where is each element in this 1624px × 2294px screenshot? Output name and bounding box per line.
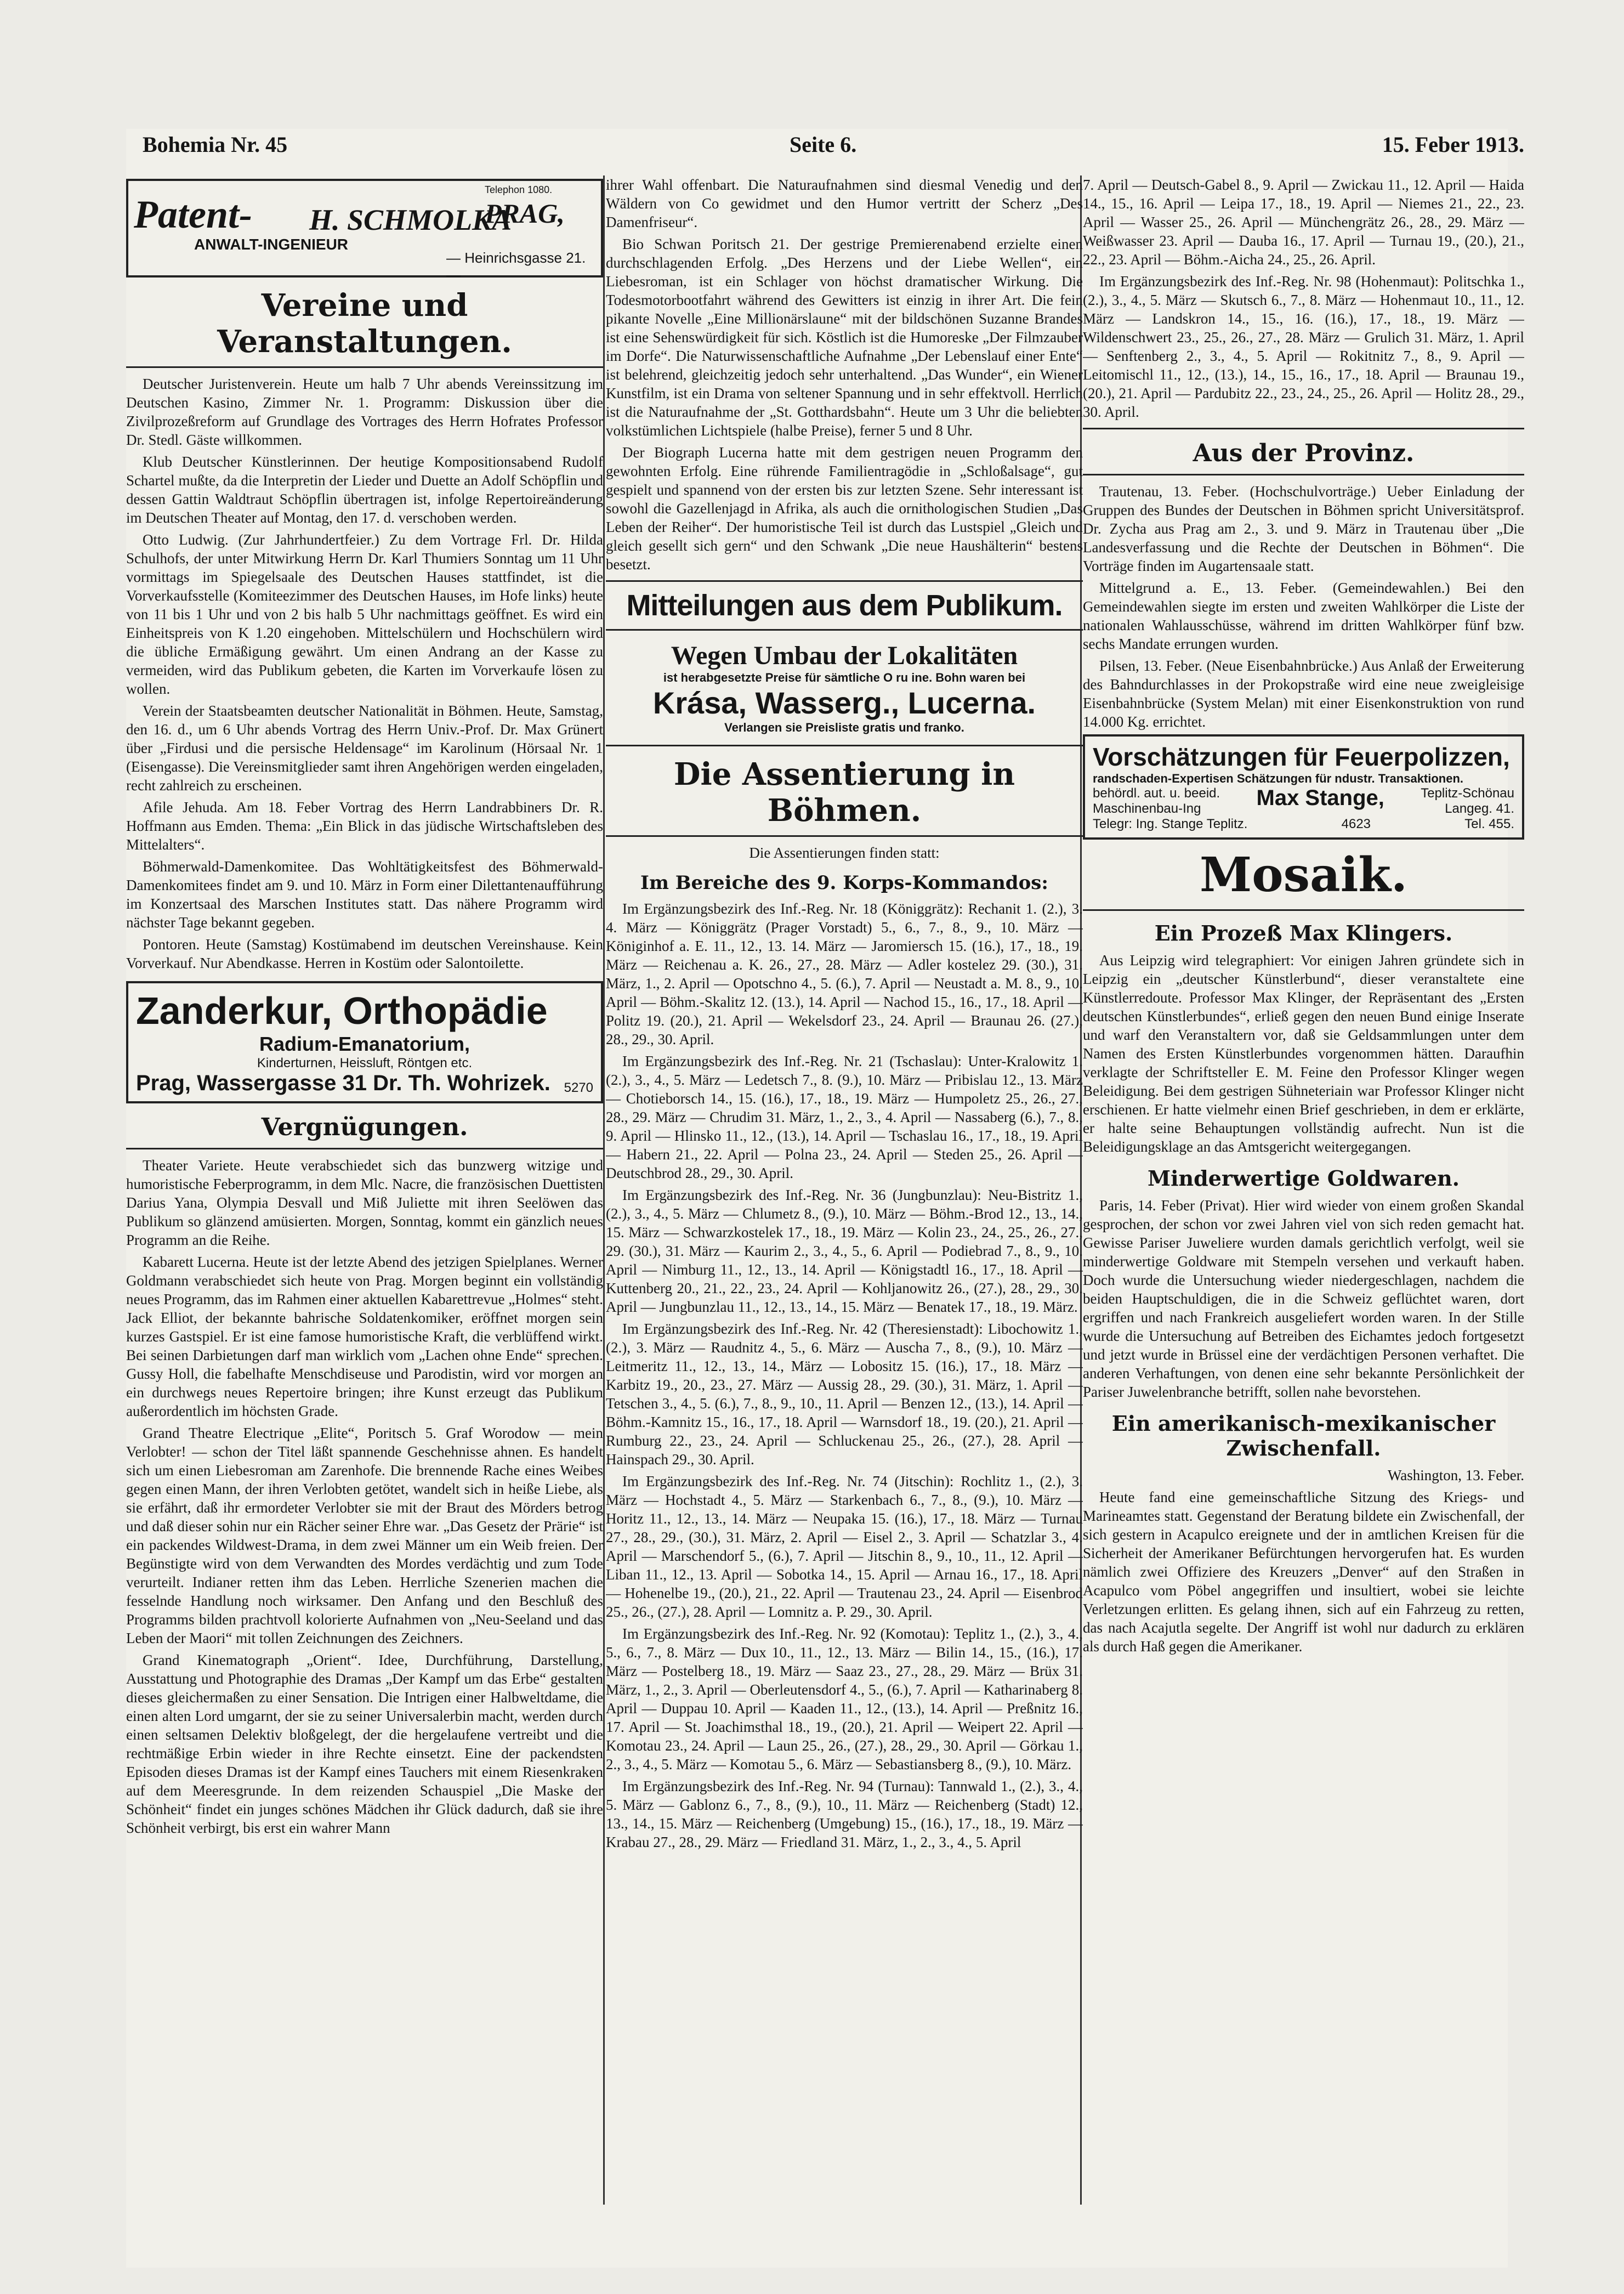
article: Mittelgrund a. E., 13. Feber. (Gemeindewahlen.) Bei den Gemeindewahlen siegte im ersten und zweiten Wahlkörper die Liste der nationalen Wahlausschüsse, während im dritten Wahlkörper fünf bzw. sechs Mandate errungen wurden. <box>1083 580 1524 652</box>
column-rule <box>603 175 605 2205</box>
divider <box>606 835 1083 837</box>
section-heading: Aus der Provinz. <box>1193 439 1415 467</box>
article: Im Ergänzungsbezirk des Inf.-Reg. Nr. 74 (Jitschin): Rochlitz 1., (2.), 3. März — Hochstadt 4., 5. März — Starkenbach 6., 7., 8., (9.), 10. März — Horitz 11., 12., 13., 14. März — Neupaka 15. (16.), 17., 18. März — Turnau 27., 28., 29., (30.), 31. März, 2. April — Eisel 2., 3. April — Schatzlar 3., 4. April — Marschendorf 5., (6.), 7. April — Jitschin 8., 9., 10., 11., 12. April — Liban 11., 12., 13. April — Sobotka 14., 15. April — Arnau 16., 17., 18. April — Hohenelbe 19., (20.), 21., 22. April — Trautenau 23., 24. April — Eisenbrod 25., 26., (27.), 28. April — Lomnitz a. P. 29., 30. April. <box>606 1473 1083 1620</box>
section-heading: Vergnügungen. <box>261 1113 468 1141</box>
ad-stange <box>1083 734 1524 840</box>
ad-stange-left2: Maschinenbau-Ing <box>1093 801 1201 816</box>
ad-stange-left1: behördl. aut. u. beeid. <box>1093 786 1220 801</box>
column-3 <box>1083 175 1524 2232</box>
ad-zander-addr: Prag, Wassergasse 31 Dr. Th. Wohrizek. <box>136 1071 550 1095</box>
article: Böhmerwald-Damenkomitee. Das Wohltätigkeitsfest des Böhmerwald-Damenkomitees findet am 9. und 10. März in Form einer Dilettantenaufführung im Konzertsaal des Marschen Institutes statt. Das nähere Programm wird nächster Tage bekannt gegeben. <box>126 858 603 931</box>
ad-zanderkur <box>126 981 603 1103</box>
article: Im Ergänzungsbezirk des Inf.-Reg. Nr. 98 (Hohenmaut): Politschka 1., (2.), 3., 4., 5. März — Skutsch 6., 7., 8. März — Hohenmaut 10., 11., 12. März — Landskron 14., 15., 16. (16.), 17., 18., 19. März — Wildenschwert 23., 25., 26., 27., 28. März — Grulich 31. März, 1. April — Senftenberg 2., 3., 4., 5. April — Rokitnitz 7., 8., 9. April — Leitomischl 11., 12., (13.), 14., 15., 16., 17., 18. April — Braunau 19., (20.), 21. April — Pardubitz 22., 23., 24., 25., 26. April — Holitz 28., 29., 30. April. <box>1083 273 1524 420</box>
ad-krasa-name: Krása, Wasserg., Lucerna. <box>652 686 1036 720</box>
article: ihrer Wahl offenbart. Die Naturaufnahmen sind diesmal Venedig und den Wäldern von Co gewidmet und den Humor vertritt der Scherz „Des Damenfriseur“. <box>606 177 1083 230</box>
ad-zander-sub: Radium-Emanatorium, <box>259 1033 470 1055</box>
article: Kabarett Lucerna. Heute ist der letzte Abend des jetzigen Spielplanes. Werner Goldmann verabschiedet sich heute von Prag. Morgen beginnt ein vollständig neues Programm, das im Rahmen einer aktuellen Kabarettrevue „Holmes“ steht. Jack Elliot, der bekannte bahrische Soldatenkomiker, eröffnet morgen sein kurzes Gastspiel. Er ist eine famose humoristische Kraft, die verblüffend wirkt. Bei seinen Darbietungen darf man wirklich vom „Lachen ohne Ende“ sprechen. Gussy Holl, die fabelhafte Menschdiseuse und Parodistin, wird vor morgen an ein durchwegs neues Repertoire bringen; ihre Kunst erzeugt das Publikum außerordentlich im höchsten Grade. <box>126 1254 603 1419</box>
article-heading: Ein Prozeß Max Klingers. <box>1154 921 1453 945</box>
column-2 <box>606 175 1083 2232</box>
divider <box>126 1148 603 1149</box>
article: Aus Leipzig wird telegraphiert: Vor einigen Jahren gründete sich in Leipzig ein „deutscher Künstlerbund“, dieser veranstaltete eine Künstlerredoute. Professor Max Klinger, der Repräsentant des „Ersten deutschen Künstlerbundes“, erließ gegen den neuen Bund einige Inserate und warf den Veranstaltern vor, daß sie Geldsammlungen unter dem Namen des Ersten Künstlerbundes vorgenommen hätten. Daraufhin verklagte der Schriftsteller E. M. Feine den Professor Klinger wegen Beleidigung. Bei dem gestrigen Sühneteriain war Professor Klinger nicht erschienen. Er hatte vielmehr einen Brief geschrieben, in dem er erklärte, er halte seine Behauptungen vollständig aufrecht. Nun ist die Beleidigungsklage an das Amtsgericht weitergegangen. <box>1083 952 1524 1155</box>
article: Bio Schwan Poritsch 21. Der gestrige Premierenabend erzielte einen durchschlagenden Erfolg. „Des Herzens und der Liebe Wellen“, ein Liebesroman, ist ein Schlager von höchst dramatischer Wirkung. Die Todesmotorbootfahrt während des Gewitters ist einzig in ihrer Art. Die fein pikante Novelle „Eine Millionärslaune“ mit der bildschönen Suzanne Brandes ist eine Sehenswürdigkeit für sich. Köstlich ist die Humoreske „Der Filmzauber im Dorfe“. Die Naturwissenschaftliche Aufnahme „Der Lebenslauf einer Ente“ ist belehrend, gleichzeitig jedoch sehr unterhaltend. „Das Wunder“, ein Wiener Kunstfilm, ist ein Drama von seltener Spannung und in sehr effektvoll. Herrlich ist die Naturaufnahme der „St. Gotthardsbahn“. Heute um 3 Uhr die beliebten volkstümlichen Lichtspiele (halbe Preise), ferner 5 und 8 Uhr. <box>606 236 1083 439</box>
divider <box>1083 909 1524 911</box>
article: 7. April — Deutsch-Gabel 8., 9. April — Zwickau 11., 12. April — Haida 14., 15., 16. April — Leipa 17., 18., 19. April — Niemes 21., 22., 23. April — Wasser 25., 26. April — Münchengrätz 26., 28., 29. März — Weißwasser 23. April — Dauba 16., 17. April — Turnau 19., (20.), 21., 22., 23. April — Böhm.-Aicha 24., 25., 26. April. <box>1083 177 1524 268</box>
article: Heute fand eine gemeinschaftliche Sitzung des Kriegs- und Marineamtes statt. Gegenstand der Beratung bildete ein Zwischenfall, der sich gestern in Acapulco ereignete und der in amtlichen Kreisen für die Sicherheit der Amerikaner Befürchtungen hervorgerufen hat. Es wurden nämlich zwei Offiziere des Kreuzers „Denver“ auf den Straßen in Acapulco vom Pöbel angegriffen und insultiert, wobei sie leichte Verletzungen erlitten. Es gelang ihnen, sich auf ein Fahrzeug zu retten, das nach Acajutla segelte. Der Angriff ist wohl nur dadurch zu erklären als durch Haß gegen die Amerikaner. <box>1083 1489 1524 1655</box>
ad-stange-title: Vorschätzungen für Feuerpolizzen, <box>1093 743 1510 771</box>
article: Im Ergänzungsbezirk des Inf.-Reg. Nr. 21 (Tschaslau): Unter-Kralowitz 1. (2.), 3., 4., 5. März — Ledetsch 7., 8. (9.), 10. März — Pribislau 12., 13. März — Chotieborsch 14., 15. (16.), 17., 18., 19. März — Humpoletz 25., 26., 27., 28., 29. März — Chrudim 31. März, 1., 2., 3., 4. April — Nassaberg (6.), 7., 8., 9. April — Hlinsko 11., 12., (13.), 14. April — Tschaslau 16., 17., 18., 19. April — Habern 21., 22. April — Polna 23., 24. April — Steden 25., 26. April — Deutschbrod 28., 29., 30. April. <box>606 1053 1083 1181</box>
divider <box>126 366 603 368</box>
section-heading: Mosaik. <box>1200 847 1407 903</box>
article: Klub Deutscher Künstlerinnen. Der heutige Kompositionsabend Rudolf Schartel mußte, da die Interpretin der Lieder und Duette an Adolf Schöpflin und dessen Gattin Waldtraut Schöpflin übertragen ist, infolge Repertoireänderung im Deutschen Theater auf Montag, den 17. d. verschoben werden. <box>126 454 603 526</box>
divider <box>606 629 1083 631</box>
divider <box>606 745 1083 746</box>
section-heading: Mitteilungen aus dem Publikum. <box>626 589 1063 622</box>
section-heading: Die Assentierung in Böhmen. <box>673 756 1015 829</box>
ad-patent-title: Patent- <box>134 192 252 236</box>
ad-stange-telegr: Telegr: Ing. Stange Teplitz. <box>1093 817 1248 831</box>
ad-stange-right1: Teplitz-Schönau <box>1421 786 1514 801</box>
ad-stange-name: Max Stange, <box>1256 786 1384 810</box>
article: Der Biograph Lucerna hatte mit dem gestrigen neuen Programm den gewohnten Erfolg. Eine rührende Familientragödie in „Schloßalsage“, gut gespielt und spannend von der ersten bis zur letzten Szene. Sehr interessant ist sowohl die Gazellenjagd in Afrika, als auch die ornithologischen Studien „Das Leben der Reiher“. Der humoristische Teil ist durch das Lustspiel „Gleich und gleich gesellt sich gern“ und den Schwank „Die neue Haushälterin“ bestens besetzt. <box>606 444 1083 573</box>
article: Paris, 14. Feber (Privat). Hier wird wieder von einem großen Skandal gesprochen, der schon vor zwei Jahren viel von sich reden gemacht hat. Gewisse Pariser Juweliere wurden damals gerichtlich verfolgt, weil sie minderwertige Goldware mit Stempeln versehen und verkauft haben. Doch wurde die Untersuchung wieder niedergeschlagen, nachdem die beiden Hauptschuldigen, die in die Schweiz geflüchtet waren, dort ergriffen und nach Frankreich ausgeliefert worden waren. In der Stille wurde die Untersuchung auf Betreiben des Eichamtes jedoch fortgesetzt und jetzt wurde in Brüssel eine der verdächtigen Personen verhaftet. Die anderen Verhaftungen, von denen eine sehr bekannte Persönlichkeit der Pariser Juwelenbranche betrifft, sollen nahe bevorstehen. <box>1083 1197 1524 1400</box>
ad-patent-sub: ANWALT-INGENIEUR <box>194 236 349 253</box>
ad-patent-schmolka <box>126 179 603 283</box>
ad-stange-right2: Langeg. 41. <box>1445 801 1514 816</box>
ad-patent-name: H. SCHMOLKA <box>309 203 512 236</box>
ad-zander-number: 5270 <box>564 1080 593 1095</box>
ad-stange-number: 4623 <box>1341 817 1371 831</box>
article-heading: Minderwertige Goldwaren. <box>1148 1166 1460 1191</box>
article: Im Ergänzungsbezirk des Inf.-Reg. Nr. 92 (Komotau): Teplitz 1., (2.), 3., 4., 5., 6., 7., 8. März — Dux 10., 11., 12., 13. März — Bilin 14., 15., (16.), 17. März — Postelberg 18., 19. März — Saaz 23., 27., 28., 29. März — Brüx 31. März, 1., 2., 3. April — Oberleutensdorf 4., 5., (6.), 7. April — Katharinaberg 8. April — Duppau 10. April — Kaaden 11., 12., (13.), 14. April — Preßnitz 16., 17. April — St. Joachimsthal 18., 19., (20.), 21. April — Weipert 22. April — Komotau 23., 24. April — Laun 25., 26., (27.), 28., 29., 30. April — Görkau 1., 2., 3., 4., 5. März — Komotau 5., 6. März — Sebastiansberg 8., (9.), 10. März. <box>606 1625 1083 1772</box>
ad-patent-addr: — Heinrichsgasse 21. — <box>446 250 586 283</box>
article: Pilsen, 13. Feber. (Neue Eisenbahnbrücke.) Aus Anlaß der Erweiterung des Bahndurchlasses in der Prokopstraße wird eine neue zweigleisige Eisenbahnbrücke (System Melan) mit einer Eisenkonstruktion von rund 14.000 Kg. errichtet. <box>1083 658 1524 730</box>
article: Grand Theatre Electrique „Elite“, Poritsch 5. Graf Worodow — mein Verlobter! — schon der Titel läßt spannende Geschehnisse ahnen. Es handelt sich um einen Liebesroman am Zarenhofe. Die brennende Rache eines Weibes gegen einen Mann, der ihren Verlobten getötet, wandelt sich in heiße Liebe, als sie erfährt, daß ihr ermordeter Verlobter sie mit der Braut des Mörders betrog und daß dieser sohin nur ein Rächer seiner Ehre war. „Das Gesetz der Prärie“ ist ein packendes Wildwest-Drama, in dem zwei Männer um ein Weib freien. Der Begünstigte wird von dem Verwandten des Mordes verdächtig und zum Tode verurteilt. Indianer retten ihm das Leben. Herrliche Szenerien machen die fesselnde Handlung noch wirksamer. Den Anfang und den Beschluß des Programms bilden prachtvoll kolorierte Aufnahmen von „Neu-Seeland und das Leben der Maori“ mit tollen Zeichnungen des Zeichners. <box>126 1425 603 1646</box>
article: Deutscher Juristenverein. Heute um halb 7 Uhr abends Vereinssitzung im Deutschen Kasino, Zimmer Nr. 1. Programm: Diskussion über die Zivilprozeßreform auf Grundlage des Vortrages des Herrn Hofrates Professor Dr. Stedl. Gäste willkommen. <box>126 376 603 448</box>
article: Im Ergänzungsbezirk des Inf.-Reg. Nr. 36 (Jungbunzlau): Neu-Bistritz 1., (2.), 3., 4., 5. März — Chlumetz 8., (9.), 10. März — Böhm.-Brod 12., 13., 14., 15. März — Schwarzkostelek 17., 18., 19. März — Kolin 23., 24., 25., 26., 27., 29. (30.), 31. März — Kaurim 2., 3., 4., 5., 6. April — Podiebrad 7., 8., 9., 10. April — Nimburg 11., 12., 13., 14. April — Königstadtl 16., 17., 18. April — Kuttenberg 20., 21., 22., 23., 24. April — Kohljanowitz 26., (27.), 28., 29., 30. April — Jungbunzlau 11., 12., 13., 14., 15. März — Benatek 17., 18., 19. März. <box>606 1187 1083 1315</box>
page-number: Seite 6. <box>790 132 857 157</box>
article: Theater Variete. Heute verabschiedet sich das bunzwerg witzige und humoristische Feberprogramm, in dem Mlc. Nacre, die französischen Duettisten Darius Yana, Olympia Desvall und Miß Juliette mit ihren Seelöwen das Publikum so glänzend amüsierten. Morgen, Sonntag, kommt ein gänzlich neues Programm an die Reihe. <box>126 1157 603 1248</box>
section-heading: Vereine und Veranstaltungen. <box>217 287 512 360</box>
article: Verein der Staatsbeamten deutscher Nationalität in Böhmen. Heute, Samstag, den 16. d., um 6 Uhr abends Vortrag des Herrn Univ.-Prof. Dr. Max Grünert über „Firdusi und die persische Heldensage“ im Karolinum (Hörsaal Nr. 1 (Eisengasse). Die Vereinsmitglieder samt ihren Angehörigen werden eingeladen, recht zahlreich zu erscheinen. <box>126 703 603 794</box>
ad-krasa-bottom: Verlangen sie Preisliste gratis und franko. <box>724 721 964 734</box>
ad-stange-sub: randschaden-Expertisen Schätzungen für ndustr. Transaktionen. <box>1093 772 1464 785</box>
divider <box>606 580 1083 582</box>
article: Otto Ludwig. (Zur Jahrhundertfeier.) Zu dem Vortrage Frl. Dr. Hilda Schulhofs, der unter Mitwirkung Herrn Dr. Karl Thumiers Sonntag um 11 Uhr vormittags im Spiegelsaale des Deutschen Hauses stattfindet, ist die Vorverkaufsstelle (Komiteezimmer des Deutschen Hauses, im Hofe links) heute von 11 bis 1 Uhr und von 2 bis halb 5 Uhr nachmittags geöffnet. Es wird ein Einheitspreis von K 1.20 eingehoben. Mittelschülern und Hochschülern wird die übliche Ermäßigung gewährt. Um einen Andrang an der Kasse zu vermeiden, wird das Publikum gebeten, die Karten im Vorverkaufe lösen zu wollen. <box>126 531 603 697</box>
article: Im Ergänzungsbezirk des Inf.-Reg. Nr. 18 (Königgrätz): Rechanit 1. (2.), 3. 4. März — Königgrätz (Prager Vorstadt) 5., 6., 7., 8., 9., 10. März — Königinhof a. E. 11., 12., 13. 14. März — Jaromiersch 15. (16.), 17., 18., 19. März — Reichenau a. K. 26., 27., 28. März — Adler kostelez 29. (30.), 31. März, 1., 2. April — Opotschno 4., 5. (6.), 7. April — Neustadt a. M. 8., 9., 10. April — Böhm.-Skalitz 12. (13.), 14. April — Nachod 15., 16., 17., 18. April — Politz 19. (20.), 21. April — Wekelsdorf 23., 24. April — Braunau 26. (27.), 28., 29., 30. April. <box>606 900 1083 1047</box>
issue-date: 15. Feber 1913. <box>1382 132 1524 157</box>
ad-zander-title: Zanderkur, Orthopädie <box>136 989 548 1032</box>
ad-krasa-top: Wegen Umbau der Lokalitäten <box>671 641 1018 670</box>
article-heading: Ein amerikanisch-mexikanischer Zwischenfall. <box>1111 1411 1496 1460</box>
article: Grand Kinematograph „Orient“. Idee, Durchführung, Darstellung, Ausstattung und Photographie des Dramas „Der Kampf um das Erbe“ gestalten dieses gleichermaßen zu einer Sensation. Die Intrigen einer Halbweltdame, die einen alten Lord umgarnt, der sie zu seiner Universalerbin macht, werden durch einen seltsamen Delektiv bloßgelegt, der die hergelaufene vertreibt und die rechtmäßige Erbin wieder in ihre Rechte einsetzt. Eine der packendsten Episoden dieses Dramas ist der Kampf eines Tauchers mit einem Riesenkraken auf dem Meeresgrunde. In dem reizenden Schauspiel „Die Maske der Schönheit“ findet ein junges schönes Mädchen ihr Glück dadurch, daß sie ihre Schönheit verbirgt, bis erst ein wahrer Mann <box>126 1652 603 1836</box>
page-header <box>143 132 1524 159</box>
ad-patent-city: PRAG, <box>485 198 565 229</box>
article: Im Ergänzungsbezirk des Inf.-Reg. Nr. 94 (Turnau): Tannwald 1., (2.), 3., 4., 5. März — Gablonz 6., 7., 8., (9.), 10., 11. März — Reichenberg (Stadt) 12., 13., 14., 15. März — Reichenberg (Umgebung) 15., (16.), 17., 18., 19. März — Krabau 27., 28., 29. März — Friedland 31. März, 1., 2., 3., 4., 5. April <box>606 1778 1083 1850</box>
ad-krasa-small: ist herabgesetzte Preise für sämtliche O ru ine. Bohn waren bei <box>663 671 1026 684</box>
column-1 <box>126 175 603 2232</box>
intro-text: Die Assentierungen finden statt: <box>749 845 940 861</box>
issue-number: Bohemia Nr. 45 <box>143 132 288 157</box>
divider <box>1083 428 1524 429</box>
ad-krasa <box>606 637 1083 738</box>
article: Trautenau, 13. Feber. (Hochschulvorträge.) Ueber Einladung der Gruppen des Bundes der Deutschen in Böhmen spricht Universitätsprof. Dr. Zycha aus Prag am 2., 3. und 9. März in Trautenau über „Die Landesverfassung und die Rechte der Deutschen in Böhmen“. Die Vorträge finden im Augartensaale statt. <box>1083 483 1524 574</box>
article: Pontoren. Heute (Samstag) Kostümabend im deutschen Vereinshause. Kein Vorverkauf. Nur Abendkasse. Herren in Kostüm oder Salontoilette. <box>126 936 603 971</box>
divider <box>1083 474 1524 475</box>
ad-zander-sub2: Kinderturnen, Heissluft, Röntgen etc. <box>257 1056 473 1070</box>
article: Im Ergänzungsbezirk des Inf.-Reg. Nr. 42 (Theresienstadt): Libochowitz 1., (2.), 3. März — Raudnitz 4., 5., 6. März — Auscha 7., 8., (9.), 10. März — Leitmeritz 11., 12., 13., 14., März — Lobositz 15. (16.), 17., 18. März — Karbitz 19., 20., 23., 27. März — Aussig 28., 29. (30.), 31. März, 1. April — Tetschen 3., 4., 5. (6.), 7., 8., 9., 10., 11. April — Benzen 12., (13.), 14. April — Böhm.-Kamnitz 15., 16., 17., 18. April — Warnsdorf 18., 19. (20.), 21. April — Rumburg 22., 23., 24. April — Schluckenau 25., 26., (27.), 28. April — Hainspach 29., 30. April. <box>606 1321 1083 1468</box>
ad-patent-tel: Telephon 1080. <box>485 184 553 195</box>
ad-stange-tel: Tel. 455. <box>1464 817 1514 831</box>
dateline: Washington, 13. Feber. <box>1387 1467 1524 1483</box>
subheading: Im Bereiche des 9. Korps-Kommandos: <box>640 872 1048 894</box>
article: Afile Jehuda. Am 18. Feber Vortrag des Herrn Landrabbiners Dr. R. Hoffmann aus Emden. Thema: „Ein Blick in das jüdische Wirtschaftsleben des Mittelalters“. <box>126 799 603 853</box>
